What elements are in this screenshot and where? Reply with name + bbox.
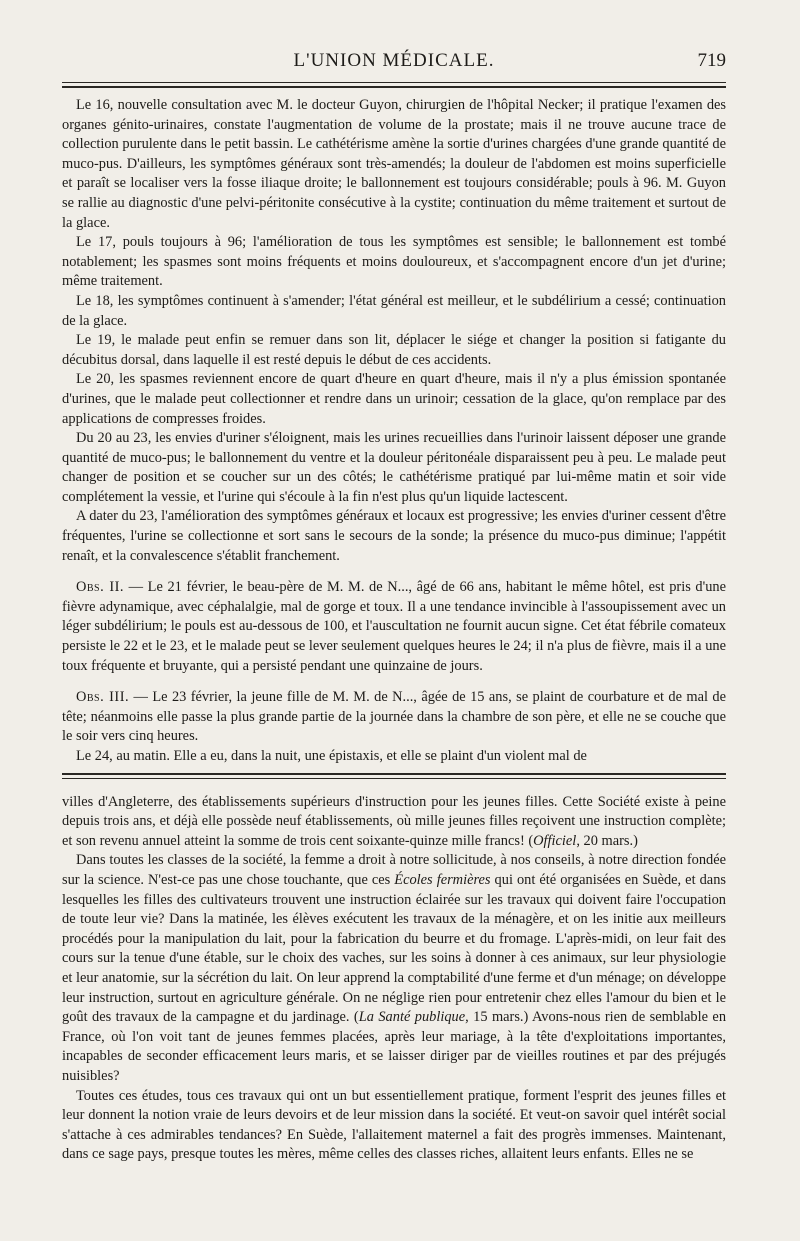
observation-2-text: — Le 21 février, le beau-père de M. M. de N..., âgé de 66 ans, habitant le même hôtel, est pris d'une fièvre adynamique, avec céphalalgie, mal de gorge et toux. Il a une tendance invincible à l'assoupissement avec un léger subdélirium; le pouls est au-dessous de 100, et l'auscultation ne fournit aucun signe. Cet état fébrile comateux persiste le 22 et le 23, et le malade peut se lever seulement quelques heures le 24; il n'a plus de fièvre, mais il a une toux fréquente et bruyante, qui a persisté pendant une quinzaine de jours. [62,579,726,674]
observation-3-continuation: Le 24, au matin. Elle a eu, dans la nuit, une épistaxis, et elle se plaint d'un violent mal de [76,748,587,764]
paragraph-day-19: Le 19, le malade peut enfin se remuer dans son lit, déplacer le siége et changer la position si fatigante du décubitus dorsal, dans laquelle il est resté depuis le début de ces accidents. [62,332,726,368]
source-sante-publique: La Santé publique [358,1009,466,1026]
observation-3-label: Obs. III. [76,689,130,706]
paragraph-day-20: Le 20, les spasmes reviennent encore de quart d'heure en quart d'heure, mais il n'y a plus émission spontanée d'urines, que le malade peut collectionner et rendre dans un urinoir; cessation de la glace, qu'on remplace par des applications de compresses froides. [62,371,726,427]
feuilleton-paragraph-2: Dans toutes les classes de la société, la femme a droit à notre sollicitude, à nos conseils, à notre direction fondée sur la science. N'est-ce pas une chose touchante, que ces Écoles fermières qui ont été organisées en Suède, et dans lesquelles les filles des cultivateurs trouvent une instruction éclairée sur les travaux qui doivent faire l'occupation de toute leur vie? Dans la matinée, les élèves exécutent les travaux de la ménagère, et on les initie aux meilleurs procédés pour la manipulation du lait, pour la fabrication du beurre et du fromage. L'après-midi, on leur fait des cours sur la tenue d'une étable, sur le choix des vaches, sur les soins à donner à ces animaux, sur leur physiologie et leur anatomie, sur la sécrétion du lait. On leur apprend la comptabilité d'une ferme et d'un ménage; on développe leur instruction, surtout en agriculture générale. On ne néglige rien pour entretenir chez elles l'amour du bien et le goût des travaux de la campagne et du jardinage. (La Santé publique, 15 mars.) Avons-nous rien de semblable en France, où l'on voit tant de jeunes femmes placées, après leur mariage, à la tête d'exploitations importantes, incapables de seconder efficacement leurs maris, et se laisser diriger par de vieilles routines et par des préjugés nuisibles? [62,852,727,1084]
header-rule-thin [62,82,726,83]
paragraph-day-16: Le 16, nouvelle consultation avec M. le docteur Guyon, chirurgien de l'hôpital Necker; il pratique l'examen des organes génito-urinaires, constate l'augmentation de volume de la prostate; mais il ne trouve aucune trace de collection purulente dans le petit bassin. Le cathétérisme amène la sortie d'urines chargées d'une grande quantité de muco-pus. D'ailleurs, les symptômes généraux sont très-amendés; la douleur de l'abdomen est moins superficielle et paraît se localiser vers la fosse iliaque droite; le ballonnement est toujours considérable; pouls à 96. M. Guyon se rallie au diagnostic d'une pelvi-péritonite consécutive à la cystite; continuation du même traitement et surtout de la glace. [62,97,726,231]
paragraph-day-18: Le 18, les symptômes continuent à s'amender; l'état général est meilleur, et le subdélirium a cessé; continuation de la glace. [62,292,726,329]
paragraph-from-day-23: A dater du 23, l'amélioration des symptômes généraux et locaux est progressive; les envies d'uriner cessent d'être fréquentes, l'urine se collectionne et sort sans le secours de la sonde; la présence du muco-pus diminue; l'appétit renaît, et la convalescence s'établit franchement. [62,508,726,564]
paragraph-day-20-23: Du 20 au 23, les envies d'uriner s'éloignent, mais les urines recueillies dans l'urinoir laissent déposer une grande quantité de muco-pus; le ballonnement du ventre et la douleur péritonéale disparaissent peu à peu. Le malade peut changer de position et se coucher sur un des côtés; le cathétérisme pratiqué par lui-même matin et soir vide complétement la vessie, et l'urine qui s'écoule à la fin n'est plus qu'un liquide lactescent. [62,430,726,505]
observation-2-label: Obs. II. [76,579,125,596]
feuilleton-separator [62,773,726,779]
header-rule-thick [62,86,726,88]
running-head [62,44,726,78]
observation-3 [62,688,726,747]
journal-title: L'UNION MÉDICALE. [293,50,495,71]
page-number: 719 [697,50,726,71]
observation-3-text: — Le 23 février, la jeune fille de M. M. de N..., âgée de 15 ans, se plaint de courbature et de mal de tête; néanmoins elle passe la plus grande partie de la journée dans la chambre de son père, et elle ne se couche que le soir vers cinq heures. [62,689,727,745]
source-officiel: Officiel [533,832,577,849]
feuilleton-paragraph-1: villes d'Angleterre, des établissements supérieurs d'instruction pour les jeunes filles. Cette Société existe à peine depuis trois ans, et déjà elle possède neuf établissements, où mille jeunes filles reçoivent une instruction complète; et son revenu annuel atteint la somme de trois cent soixante-quinze mille francs! (Officiel, 20 mars.) [62,793,726,849]
ecoles-fermieres: Écoles fermières [394,871,491,888]
clinical-report [62,96,726,767]
observation-2 [62,578,726,676]
paragraph-day-17: Le 17, pouls toujours à 96; l'amélioration de tous les symptômes est sensible; le ballonnement est tombé notablement; les spasmes sont moins fréquents et moins douloureux, et s'accompagnent encore d'un jet d'urine; même traitement. [62,234,726,290]
feuilleton [62,793,726,1165]
feuilleton-paragraph-3: Toutes ces études, tous ces travaux qui ont un but essentiellement pratique, forment l'esprit des jeunes filles et leur donnent la notion vraie de leurs devoirs et de leur mission dans la société. Et veut-on savoir quel intérêt social s'attache à ces admirables tendances? En Suède, l'allaitement maternel a fait des progrès immenses. Maintenant, dans ce sage pays, presque toutes les mères, même celles des classes riches, allaitent leurs enfants. Elles ne se [62,1087,726,1163]
